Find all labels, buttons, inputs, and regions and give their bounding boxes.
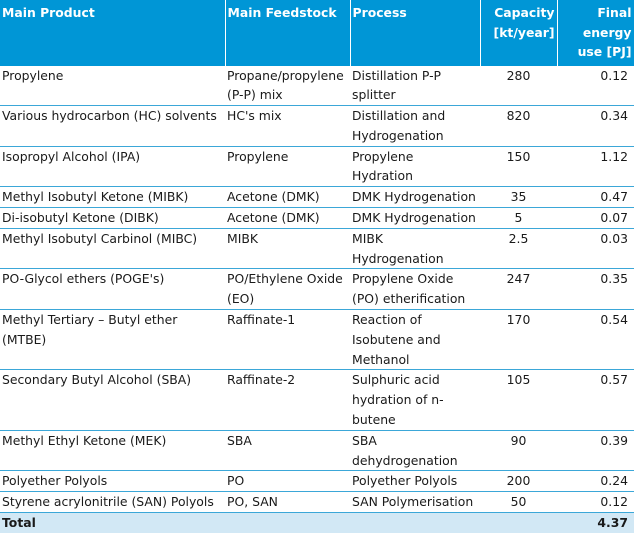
cell-main-product: Methyl Isobutyl Ketone (MIBK) bbox=[0, 187, 225, 208]
header-main-feedstock: Main Feedstock bbox=[225, 0, 350, 66]
cell-process: SAN Polymerisation bbox=[350, 492, 480, 513]
cell-capacity: 820 bbox=[480, 106, 557, 147]
cell-main-feedstock: Acetone (DMK) bbox=[225, 187, 350, 208]
table-row bbox=[0, 228, 634, 269]
header-capacity: Capacity [kt/year] bbox=[480, 0, 557, 66]
cell-capacity: 200 bbox=[480, 471, 557, 492]
cell-main-feedstock: Propane/propylene (P-P) mix bbox=[227, 67, 344, 103]
cell-main-product: Methyl Ethyl Ketone (MEK) bbox=[0, 430, 225, 471]
cell-process: Propylene Hydration bbox=[350, 146, 480, 187]
table-row bbox=[0, 106, 634, 147]
table-row bbox=[0, 310, 634, 370]
cell-final-energy-use: 0.07 bbox=[557, 208, 634, 229]
cell-capacity: 247 bbox=[480, 269, 557, 310]
cell-main-feedstock: PO, SAN bbox=[225, 492, 350, 513]
cell-capacity: 35 bbox=[480, 187, 557, 208]
cell-capacity: 170 bbox=[480, 310, 557, 370]
table-row bbox=[0, 187, 634, 208]
cell-main-product: Propylene bbox=[2, 67, 64, 83]
table-row bbox=[0, 370, 634, 430]
total-label: Total bbox=[0, 513, 225, 533]
table-row bbox=[0, 492, 634, 513]
cell-final-energy-use: 0.47 bbox=[557, 187, 634, 208]
table-header bbox=[0, 0, 634, 66]
cell-main-feedstock: PO/Ethylene Oxide (EO) bbox=[225, 269, 350, 310]
cell-process: Propylene Oxide (PO) etherification bbox=[350, 269, 480, 310]
cell-process: MIBK Hydrogenation bbox=[350, 228, 480, 269]
table-row bbox=[0, 208, 634, 229]
table-row bbox=[0, 471, 634, 492]
header-process: Process bbox=[350, 0, 480, 66]
table-row bbox=[0, 66, 634, 106]
cell-main-feedstock: Propylene bbox=[225, 146, 350, 187]
cell-capacity: 150 bbox=[480, 146, 557, 187]
table-row bbox=[0, 430, 634, 471]
cell-capacity: 280 bbox=[506, 67, 531, 83]
cell-final-energy-use: 0.03 bbox=[557, 228, 634, 269]
cell-main-product: Isopropyl Alcohol (IPA) bbox=[0, 146, 225, 187]
cell-final-energy-use: 0.57 bbox=[557, 370, 634, 430]
cell-main-product: Styrene acrylonitrile (SAN) Polyols bbox=[0, 492, 225, 513]
cell-capacity: 50 bbox=[480, 492, 557, 513]
header-main-product: Main Product bbox=[0, 0, 225, 66]
table-row bbox=[0, 146, 634, 187]
header-final-energy-use: Final energy use [PJ] bbox=[557, 0, 634, 66]
cell-main-product: Polyether Polyols bbox=[0, 471, 225, 492]
cell-main-feedstock: Raffinate-1 bbox=[225, 310, 350, 370]
cell-main-product: Methyl Isobutyl Carbinol (MIBC) bbox=[0, 228, 225, 269]
total-energy: 4.37 bbox=[557, 513, 634, 533]
cell-final-energy-use: 0.54 bbox=[557, 310, 634, 370]
cell-final-energy-use: 0.34 bbox=[557, 106, 634, 147]
cell-main-feedstock: HC's mix bbox=[225, 106, 350, 147]
cell-main-product: PO-Glycol ethers (POGE's) bbox=[0, 269, 225, 310]
cell-main-product: Various hydrocarbon (HC) solvents bbox=[0, 106, 225, 147]
cell-process: Reaction of Isobutene and Methanol bbox=[350, 310, 480, 370]
cell-process: Polyether Polyols bbox=[350, 471, 480, 492]
cell-process: SBA dehydrogenation bbox=[350, 430, 480, 471]
cell-process: Distillation and Hydrogenation bbox=[350, 106, 480, 147]
table-body bbox=[0, 66, 634, 533]
cell-final-energy-use: 0.24 bbox=[557, 471, 634, 492]
cell-process: DMK Hydrogenation bbox=[350, 187, 480, 208]
cell-capacity: 5 bbox=[480, 208, 557, 229]
cell-final-energy-use: 0.39 bbox=[557, 430, 634, 471]
cell-final-energy-use: 0.35 bbox=[557, 269, 634, 310]
cell-main-product: Methyl Tertiary – Butyl ether (MTBE) bbox=[0, 310, 225, 370]
cell-process: Sulphuric acid hydration of n-butene bbox=[350, 370, 480, 430]
cell-main-feedstock: SBA bbox=[225, 430, 350, 471]
cell-final-energy-use: 1.12 bbox=[557, 146, 634, 187]
cell-final-energy-use: 0.12 bbox=[557, 492, 634, 513]
table-row bbox=[0, 269, 634, 310]
cell-main-feedstock: PO bbox=[225, 471, 350, 492]
cell-main-feedstock: Acetone (DMK) bbox=[225, 208, 350, 229]
cell-process: Distillation P-P splitter bbox=[352, 67, 442, 103]
cell-main-feedstock: MIBK bbox=[225, 228, 350, 269]
cell-main-product: Di-isobutyl Ketone (DIBK) bbox=[0, 208, 225, 229]
cell-main-product: Secondary Butyl Alcohol (SBA) bbox=[0, 370, 225, 430]
cell-capacity: 105 bbox=[480, 370, 557, 430]
cell-process: DMK Hydrogenation bbox=[350, 208, 480, 229]
cell-main-feedstock: Raffinate-2 bbox=[225, 370, 350, 430]
cell-capacity: 2.5 bbox=[480, 228, 557, 269]
cell-final-energy-use: 0.12 bbox=[600, 67, 628, 83]
cell-capacity: 90 bbox=[480, 430, 557, 471]
